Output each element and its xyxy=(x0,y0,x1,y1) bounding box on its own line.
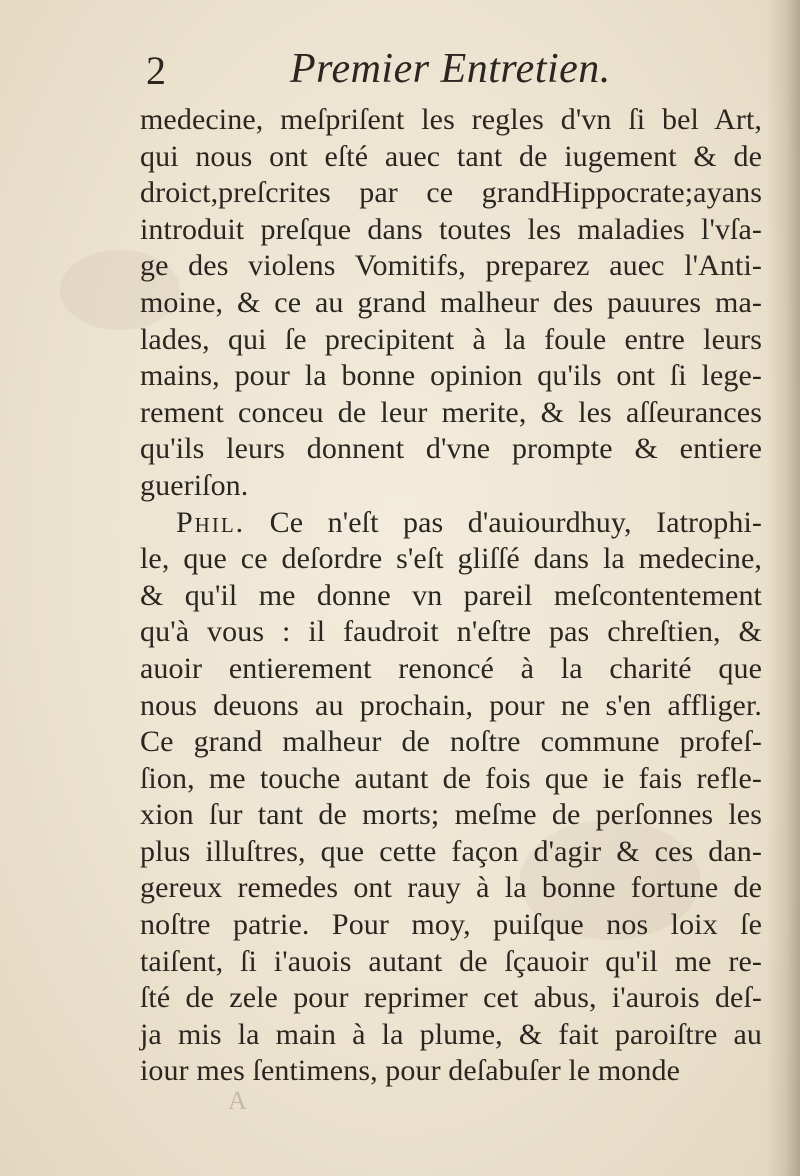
text-line: Ce grand malheur de noſtre commune profeſ- xyxy=(140,725,762,759)
speaker-name: Phil. xyxy=(176,505,246,539)
text-line: moine, & ce au grand malheur des pauures ma- xyxy=(140,285,762,319)
running-title: Premier Entretien. xyxy=(290,46,611,92)
paragraph-opening-line xyxy=(140,505,762,542)
page-number: 2 xyxy=(146,48,166,93)
signature-mark: A xyxy=(228,1086,247,1115)
text-line: nous deuons au prochain, pour ne s'en affliger. xyxy=(140,688,762,722)
text-line: ſté de zele pour reprimer cet abus, i'aurois deſ- xyxy=(140,981,762,1015)
text-line: ja mis la main à la plume, & fait paroiſtre au xyxy=(140,1017,762,1051)
text-line: plus illuſtres, que cette façon d'agir & ces dan- xyxy=(140,834,762,868)
body-text xyxy=(140,102,762,1090)
text-line: mains, pour la bonne opinion qu'ils ont ſi lege- xyxy=(140,359,762,393)
text-line: qu'à vous : il faudroit n'eſtre pas chreſtien, & xyxy=(140,615,762,649)
text-line: auoir entierement renoncé à la charité que xyxy=(140,651,762,685)
text-line: medecine, meſpriſent les regles d'vn ſi bel Art, xyxy=(140,103,762,136)
text-line: gueriſon. xyxy=(140,468,249,502)
text-line: qu'ils leurs donnent d'vne prompte & entiere xyxy=(140,432,762,466)
text-fragment: Ce n'eſt pas d'auiourdhuy, Iatrophi- xyxy=(269,505,762,539)
text-line: ſion, me touche autant de fois que ie fais refle- xyxy=(140,761,762,795)
text-line: lades, qui ſe precipitent à la foule entre leurs xyxy=(140,322,762,356)
text-line: xion ſur tant de morts; meſme de perſonnes les xyxy=(140,798,762,832)
text-line: qui nous ont eſté auec tant de iugement & de xyxy=(140,139,762,173)
text-line: taiſent, ſi i'auois autant de ſçauoir qu'il me re- xyxy=(140,944,762,978)
text-line: iour mes ſentimens, pour deſabuſer le monde xyxy=(140,1054,680,1088)
text-line: noſtre patrie. Pour moy, puiſque nos loix ſe xyxy=(140,908,762,942)
page-gutter-shadow xyxy=(766,0,800,1176)
text-line: rement conceu de leur merite, & les aſſeurances xyxy=(140,395,762,429)
text-line: introduit preſque dans toutes les maladies l'vſa- xyxy=(140,212,762,246)
text-line: ge des violens Vomitifs, preparez auec l'Anti- xyxy=(140,249,762,283)
text-line: droict,preſcrites par ce grandHippocrate;ayans xyxy=(140,176,762,210)
page-header xyxy=(140,44,640,100)
text-line: & qu'il me donne vn pareil meſcontentement xyxy=(140,578,762,612)
text-line: gereux remedes ont rauy à la bonne fortune de xyxy=(140,871,762,905)
text-line: le, que ce deſordre s'eſt gliſſé dans la medecine, xyxy=(140,542,762,576)
